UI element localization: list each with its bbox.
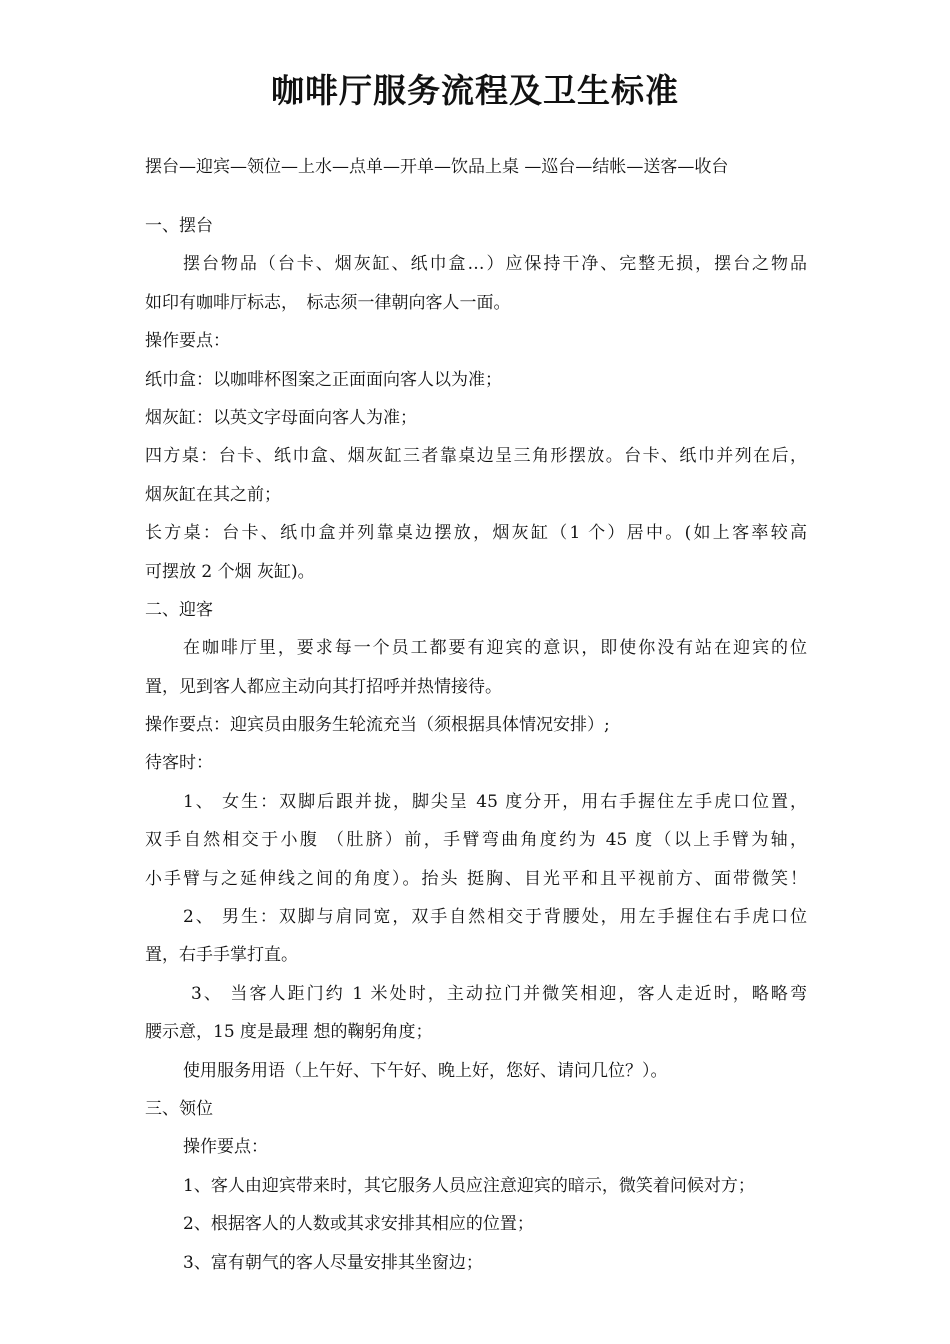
paragraph-line: 纸巾盒：以咖啡杯图案之正面面向客人以为准； bbox=[145, 369, 502, 390]
document-body bbox=[145, 207, 807, 1282]
paragraph-line: 双手自然相交于小腹 （肚脐）前，手臂弯曲角度约为 45 度（以上手臂为轴， bbox=[145, 830, 807, 851]
paragraph-line: 摆台物品（台卡、烟灰缸、纸巾盒…）应保持干净、完整无损，摆台之物品 bbox=[183, 254, 807, 275]
paragraph-line: 2、 男生：双脚与肩同宽，双手自然相交于背腰处，用左手握住右手虎口位 bbox=[183, 907, 807, 928]
paragraph-line: 腰示意，15 度是最理 想的鞠躬角度； bbox=[145, 1022, 433, 1043]
paragraph-line: 烟灰缸：以英文字母面向客人为准； bbox=[145, 407, 417, 428]
paragraph-line: 3、 当客人距门约 1 米处时，主动拉门并微笑相迎，客人走近时，略略弯 bbox=[191, 983, 807, 1004]
section-heading: 三、领位 bbox=[145, 1098, 213, 1119]
paragraph-line: 2、根据客人的人数或其求安排其相应的位置； bbox=[183, 1214, 534, 1235]
paragraph-line: 操作要点： bbox=[183, 1137, 268, 1158]
paragraph-line: 操作要点：迎宾员由服务生轮流充当（须根据具体情况安排）; bbox=[145, 715, 610, 736]
paragraph-line: 3、富有朝气的客人尽量安排其坐窗边； bbox=[183, 1252, 483, 1273]
section-heading: 一、摆台 bbox=[145, 216, 213, 236]
paragraph-line: 长方桌：台卡、纸巾盒并列靠桌边摆放，烟灰缸（1 个）居中。(如上客率较高 bbox=[145, 523, 807, 544]
paragraph-line: 如印有咖啡厅标志， 标志须一律朝向客人一面。 bbox=[145, 292, 511, 313]
section-heading: 二、迎客 bbox=[145, 599, 213, 620]
paragraph-line: 1、 女生：双脚后跟并拢，脚尖呈 45 度分开，用右手握住左手虎口位置， bbox=[183, 791, 807, 812]
paragraph-line: 操作要点： bbox=[145, 331, 230, 352]
paragraph-line: 小手臂与之延伸线之间的角度）。抬头 挺胸、目光平和且平视前方、面带微笑！ bbox=[145, 868, 807, 889]
paragraph-line: 在咖啡厅里，要求每一个员工都要有迎宾的意识，即使你没有站在迎宾的位 bbox=[183, 638, 807, 659]
paragraph-line: 四方桌：台卡、纸巾盒、烟灰缸三者靠桌边呈三角形摆放。台卡、纸巾并列在后， bbox=[145, 446, 807, 467]
paragraph-line: 置，右手手掌打直。 bbox=[145, 945, 298, 966]
paragraph-line: 待客时： bbox=[145, 753, 213, 774]
service-flow: 摆台—迎宾—领位—上水—点单—开单—饮品上桌 —巡台—结帐—送客—收台 bbox=[145, 157, 729, 177]
paragraph-line: 烟灰缸在其之前； bbox=[145, 484, 281, 505]
paragraph-line: 1、客人由迎宾带来时，其它服务人员应注意迎宾的暗示，微笑着问候对方； bbox=[183, 1175, 755, 1196]
paragraph-line: 可摆放 2 个烟 灰缸)。 bbox=[145, 561, 315, 582]
document-title: 咖啡厅服务流程及卫生标准 bbox=[271, 71, 679, 110]
paragraph-line: 置，见到客人都应主动向其打招呼并热情接待。 bbox=[145, 676, 502, 697]
paragraph-line: 使用服务用语（上午好、下午好、晚上好，您好、请问几位？）。 bbox=[183, 1060, 668, 1081]
